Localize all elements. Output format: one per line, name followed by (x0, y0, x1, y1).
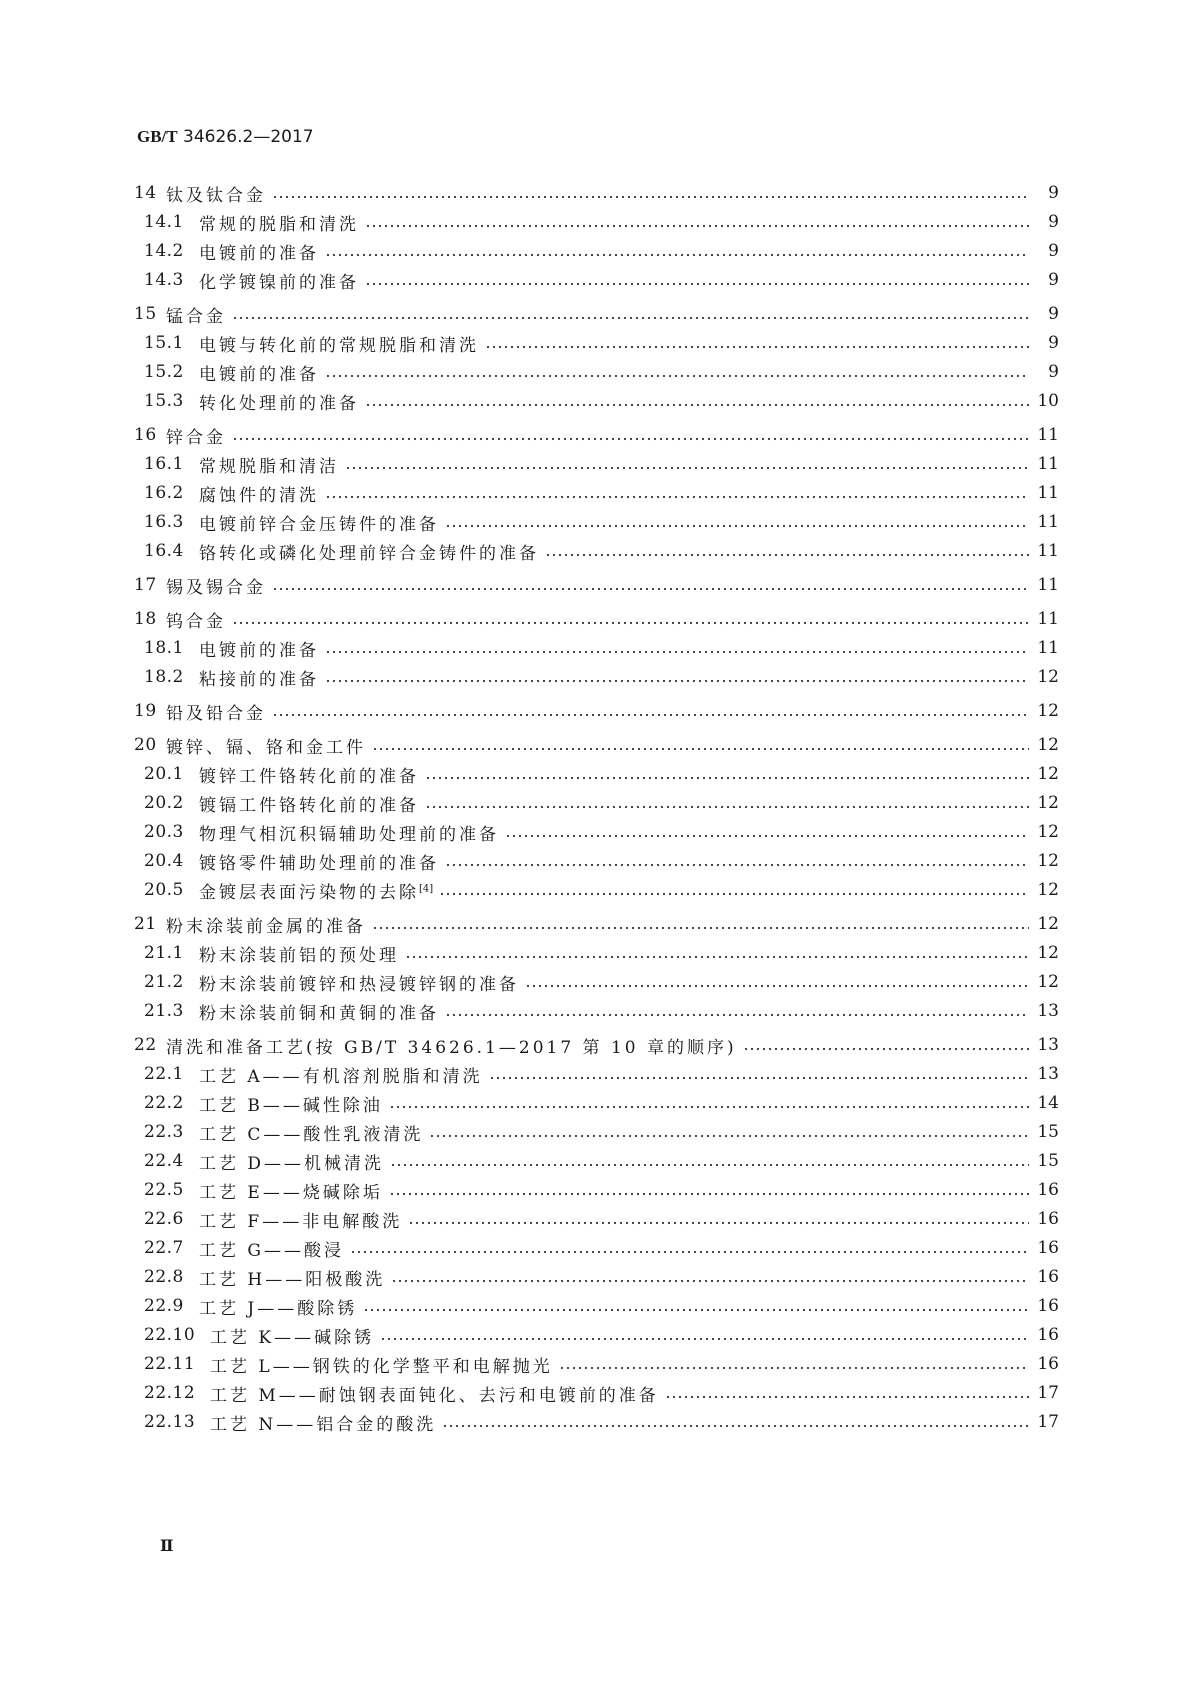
toc-entry-page: 15 (1037, 1151, 1059, 1171)
toc-entry[interactable] (134, 359, 1059, 385)
dot-leader (365, 267, 1029, 293)
toc-entry-title (199, 239, 319, 264)
toc-entry-title-text: 粉末涂装前镀锌和热浸镀锌钢的准备 (199, 974, 519, 995)
dot-leader (345, 451, 1029, 477)
toc-entry-title (210, 1352, 553, 1377)
toc-entry-title-text: 常规的脱脂和清洗 (199, 214, 359, 235)
toc-entry-title-text: 工艺 N——铝合金的酸洗 (210, 1414, 437, 1435)
toc-entry-number: 16.2 (144, 483, 184, 503)
toc-entry-number: 22.1 (144, 1064, 184, 1084)
toc-entry-page: 12 (1037, 880, 1059, 900)
toc-entry-title (199, 1062, 483, 1087)
toc-entry-page: 12 (1037, 764, 1059, 784)
toc-entry-number: 22.4 (144, 1151, 184, 1171)
toc-entry[interactable] (134, 819, 1059, 845)
page-number: Ⅱ (160, 1536, 174, 1555)
toc-entry-title-text: 镀锌、镉、铬和金工件 (166, 737, 366, 758)
toc-entry-title (166, 423, 226, 448)
toc-entry[interactable] (134, 480, 1059, 506)
standard-prefix: GB/T (137, 127, 178, 146)
dot-leader (272, 698, 1029, 724)
toc-entry-title-text: 物理气相沉积镉辅助处理前的准备 (199, 824, 499, 845)
dot-leader (425, 761, 1029, 787)
dot-leader (372, 911, 1029, 937)
dot-leader (405, 940, 1029, 966)
dot-leader (389, 1090, 1029, 1116)
dot-leader (390, 1148, 1029, 1174)
toc-entry-page: 12 (1037, 822, 1059, 842)
toc-entry-page: 16 (1037, 1354, 1059, 1374)
toc-entry-title (166, 302, 226, 327)
toc-entry[interactable] (134, 509, 1059, 535)
toc-entry-page: 13 (1037, 1064, 1059, 1084)
toc-entry-number: 16 (134, 425, 157, 445)
toc-entry-number: 14.3 (144, 270, 184, 290)
toc-entry-number: 22.12 (144, 1383, 196, 1403)
toc-entry-title (199, 1236, 344, 1261)
toc-entry-title-text: 工艺 A——有机溶剂脱脂和清洗 (199, 1066, 483, 1087)
toc-entry[interactable] (134, 572, 1059, 598)
toc-entry-title-text: 铅及铅合金 (166, 703, 266, 724)
dot-leader (325, 664, 1029, 690)
toc-entry-title-text: 腐蚀件的清洗 (199, 485, 319, 506)
toc-entry-number: 16.4 (144, 541, 184, 561)
toc-entry-title-text: 清洗和准备工艺(按 GB/T 34626.1—2017 第 10 章的顺序) (166, 1037, 737, 1058)
toc-entry-title-text: 化学镀镍前的准备 (199, 272, 359, 293)
dot-leader (408, 1206, 1029, 1232)
toc-entry[interactable] (134, 635, 1059, 661)
toc-entry-page: 9 (1048, 270, 1059, 290)
toc-entry[interactable] (134, 761, 1059, 787)
toc-entry-number: 22 (134, 1035, 157, 1055)
dot-leader (372, 732, 1029, 758)
toc-entry-page: 16 (1037, 1325, 1059, 1345)
toc-entry[interactable] (134, 330, 1059, 356)
toc-entry[interactable] (134, 1177, 1059, 1203)
toc-entry-title-text: 粉末涂装前金属的准备 (166, 916, 366, 937)
toc-entry-title (199, 1120, 423, 1145)
toc-entry-title-text: 粉末涂装前铝的预处理 (199, 945, 399, 966)
dot-leader (665, 1380, 1029, 1406)
toc-entry-title-text: 工艺 B——碱性除油 (199, 1095, 383, 1116)
toc-entry-number: 21.2 (144, 972, 184, 992)
toc-entry-title (166, 699, 266, 724)
toc-entry-number: 21.1 (144, 943, 184, 963)
toc-entry-page: 17 (1037, 1412, 1059, 1432)
toc-entry[interactable] (134, 1264, 1059, 1290)
toc-entry-number: 22.10 (144, 1325, 196, 1345)
dot-leader (389, 1177, 1029, 1203)
toc-entry-page: 12 (1037, 914, 1059, 934)
toc-entry-title-text: 工艺 L——钢铁的化学整平和电解抛光 (210, 1356, 553, 1377)
toc-entry-title (199, 268, 359, 293)
toc-entry[interactable] (134, 1351, 1059, 1377)
toc-entry[interactable] (134, 606, 1059, 632)
toc-entry-page: 13 (1037, 1035, 1059, 1055)
toc-entry-title (199, 1207, 402, 1232)
toc-entry[interactable] (134, 732, 1059, 758)
toc-entry[interactable] (134, 180, 1059, 206)
toc-entry-title-text: 镀镉工件铬转化前的准备 (199, 795, 419, 816)
dot-leader (272, 572, 1029, 598)
toc-entry-page: 9 (1048, 183, 1059, 203)
toc-entry-page: 12 (1037, 793, 1059, 813)
toc-entry-number: 16.1 (144, 454, 184, 474)
toc-entry-title-text: 工艺 F——非电解酸洗 (199, 1211, 403, 1232)
toc-entry[interactable] (134, 1032, 1059, 1058)
toc-entry-title-text: 电镀前的准备 (199, 243, 319, 264)
dot-leader (439, 877, 1029, 903)
toc-entry-title (199, 452, 339, 477)
toc-entry-title-text: 镀锌工件铬转化前的准备 (199, 766, 419, 787)
toc-entry-page: 9 (1048, 333, 1059, 353)
toc-entry-number: 22.5 (144, 1180, 184, 1200)
toc-entry-title-text: 粉末涂装前铜和黄铜的准备 (199, 1003, 439, 1024)
toc-entry-page: 13 (1037, 1001, 1059, 1021)
toc-entry-title-text: 工艺 E——烧碱除垢 (199, 1182, 383, 1203)
toc-entry[interactable] (134, 940, 1059, 966)
toc-entry-title (166, 607, 226, 632)
document-code (137, 127, 314, 147)
toc-entry-number: 20.1 (144, 764, 184, 784)
toc-entry-page: 14 (1037, 1093, 1059, 1113)
dot-leader (365, 388, 1029, 414)
dot-leader (489, 1061, 1029, 1087)
dot-leader (545, 538, 1029, 564)
toc-entry[interactable] (134, 1235, 1059, 1261)
toc-entry-page: 11 (1037, 575, 1059, 595)
toc-entry-number: 20.4 (144, 851, 184, 871)
dot-leader (365, 209, 1029, 235)
toc-entry-title (199, 389, 359, 414)
toc-entry-page: 12 (1037, 851, 1059, 871)
dot-leader (425, 790, 1029, 816)
toc-entry-number: 19 (134, 701, 157, 721)
toc-entry-title (199, 1265, 385, 1290)
toc-entry-title-text: 常规脱脂和清洁 (199, 456, 339, 477)
toc-entry-title (199, 1294, 357, 1319)
toc-entry-number: 14 (134, 183, 157, 203)
toc-entry-number: 22.6 (144, 1209, 184, 1229)
toc-entry-number: 21.3 (144, 1001, 184, 1021)
toc-entry[interactable] (134, 538, 1059, 564)
toc-entry[interactable] (134, 1148, 1059, 1174)
toc-entry-title-text: 工艺 J——酸除锈 (199, 1298, 358, 1319)
toc-entry[interactable] (134, 848, 1059, 874)
toc-entry-title (166, 181, 266, 206)
toc-entry-title (199, 999, 439, 1024)
toc-entry-title-text: 工艺 M——耐蚀钢表面钝化、去污和电镀前的准备 (210, 1385, 659, 1406)
toc-entry-page: 12 (1037, 701, 1059, 721)
toc-entry-title (166, 1033, 737, 1058)
toc-entry[interactable] (134, 1380, 1059, 1406)
toc-entry-page: 16 (1037, 1296, 1059, 1316)
toc-entry-title-text: 钛及钛合金 (166, 185, 266, 206)
toc-entry-page: 16 (1037, 1267, 1059, 1287)
toc-entry-number: 15.2 (144, 362, 184, 382)
toc-entry[interactable] (134, 911, 1059, 937)
toc-entry-page: 11 (1037, 541, 1059, 561)
toc-entry[interactable] (134, 209, 1059, 235)
dot-leader (363, 1293, 1029, 1319)
toc-entry[interactable] (134, 969, 1059, 995)
toc-entry-number: 16.3 (144, 512, 184, 532)
toc-entry-title (199, 1091, 383, 1116)
toc-entry-number: 22.13 (144, 1412, 196, 1432)
toc-entry-title-text: 电镀前锌合金压铸件的准备 (199, 514, 439, 535)
dot-leader (350, 1235, 1029, 1261)
toc-entry-page: 16 (1037, 1238, 1059, 1258)
toc-entry-title (199, 878, 433, 903)
dot-leader (272, 180, 1029, 206)
toc-entry-number: 18.1 (144, 638, 184, 658)
toc-entry-page: 9 (1048, 241, 1059, 261)
toc-entry[interactable] (134, 698, 1059, 724)
dot-leader (380, 1322, 1029, 1348)
toc-entry-title-text: 铬转化或磷化处理前锌合金铸件的准备 (199, 543, 539, 564)
toc-entry[interactable] (134, 422, 1059, 448)
dot-leader (391, 1264, 1029, 1290)
toc-entry-page: 9 (1048, 304, 1059, 324)
toc-entry-title-text: 锡及锡合金 (166, 577, 266, 598)
dot-leader (485, 330, 1029, 356)
toc-entry-page: 10 (1037, 391, 1059, 411)
toc-entry-number: 20 (134, 735, 157, 755)
toc-entry[interactable] (134, 877, 1059, 903)
toc-entry-page: 9 (1048, 212, 1059, 232)
toc-entry-title (166, 733, 366, 758)
toc-entry-title-text: 电镀前的准备 (199, 640, 319, 661)
toc-entry-number: 22.2 (144, 1093, 184, 1113)
reference-superscript: [4] (419, 882, 434, 894)
standard-number: 34626.2—2017 (177, 127, 314, 147)
toc-entry-number: 15.3 (144, 391, 184, 411)
dot-leader (559, 1351, 1029, 1377)
toc-entry-title (199, 636, 319, 661)
dot-leader (442, 1409, 1029, 1435)
toc-entry[interactable] (134, 1119, 1059, 1145)
toc-entry-title (199, 849, 439, 874)
dot-leader (232, 606, 1029, 632)
toc-entry[interactable] (134, 388, 1059, 414)
dot-leader (232, 422, 1029, 448)
toc-entry-number: 17 (134, 575, 157, 595)
toc-entry-title (199, 539, 539, 564)
toc-entry-title (199, 665, 319, 690)
toc-entry-page: 11 (1037, 425, 1059, 445)
toc-entry[interactable] (134, 664, 1059, 690)
toc-entry-title (199, 791, 419, 816)
toc-entry-title-text: 钨合金 (166, 611, 226, 632)
toc-entry-number: 18 (134, 609, 157, 629)
toc-entry-number: 21 (134, 914, 157, 934)
toc-entry[interactable] (134, 1090, 1059, 1116)
toc-entry-number: 20.3 (144, 822, 184, 842)
toc-entry-title-text: 工艺 G——酸浸 (199, 1240, 344, 1261)
toc-entry[interactable] (134, 238, 1059, 264)
toc-entry-title (199, 820, 499, 845)
toc-entry-title-text: 锰合金 (166, 306, 226, 327)
toc-entry[interactable] (134, 301, 1059, 327)
toc-entry-title-text: 转化处理前的准备 (199, 393, 359, 414)
dot-leader (525, 969, 1029, 995)
toc-entry-title-text: 工艺 K——碱除锈 (210, 1327, 375, 1348)
toc-entry-number: 20.5 (144, 880, 184, 900)
toc-entry-page: 12 (1037, 943, 1059, 963)
toc-entry-title (199, 1149, 384, 1174)
dot-leader (232, 301, 1029, 327)
toc-entry[interactable] (134, 1206, 1059, 1232)
toc-entry-title (199, 510, 439, 535)
toc-entry-title (166, 573, 266, 598)
toc-entry-title (199, 360, 319, 385)
dot-leader (505, 819, 1029, 845)
toc-entry-title (199, 1178, 383, 1203)
toc-entry-title-text: 电镀前的准备 (199, 364, 319, 385)
toc-entry-page: 12 (1037, 735, 1059, 755)
toc-entry[interactable] (134, 998, 1059, 1024)
toc-entry-number: 20.2 (144, 793, 184, 813)
dot-leader (325, 480, 1029, 506)
toc-entry-title-text: 粘接前的准备 (199, 669, 319, 690)
toc-entry-number: 22.7 (144, 1238, 184, 1258)
dot-leader (325, 359, 1029, 385)
toc-entry[interactable] (134, 1293, 1059, 1319)
toc-entry-title (199, 481, 319, 506)
dot-leader (445, 509, 1029, 535)
toc-entry[interactable] (134, 1409, 1059, 1435)
toc-entry-number: 22.8 (144, 1267, 184, 1287)
toc-entry-title-text: 金镀层表面污染物的去除 (199, 882, 419, 903)
toc-entry-page: 11 (1037, 609, 1059, 629)
toc-entry-page: 17 (1037, 1383, 1059, 1403)
dot-leader (325, 238, 1029, 264)
toc-entry-number: 22.9 (144, 1296, 184, 1316)
toc-entry[interactable] (134, 790, 1059, 816)
toc-entry-page: 12 (1037, 972, 1059, 992)
dot-leader (325, 635, 1029, 661)
toc-entry-title (199, 970, 519, 995)
toc-entry-number: 15.1 (144, 333, 184, 353)
dot-leader (445, 998, 1029, 1024)
toc-entry-page: 12 (1037, 667, 1059, 687)
toc-entry-title (199, 941, 399, 966)
toc-entry-title-text: 镀铬零件辅助处理前的准备 (199, 853, 439, 874)
toc-entry-page: 11 (1037, 483, 1059, 503)
toc-entry-title (166, 912, 366, 937)
toc-entry-page: 15 (1037, 1122, 1059, 1142)
toc-entry-number: 14.2 (144, 241, 184, 261)
toc-entry-title (199, 331, 479, 356)
toc-entry-title-text: 电镀与转化前的常规脱脂和清洗 (199, 335, 479, 356)
toc-entry-title-text: 工艺 D——机械清洗 (199, 1153, 385, 1174)
toc-entry-title (199, 210, 359, 235)
toc-entry-page: 11 (1037, 512, 1059, 532)
toc-entry-page: 11 (1037, 638, 1059, 658)
toc-entry-number: 18.2 (144, 667, 184, 687)
toc-entry[interactable] (134, 1061, 1059, 1087)
dot-leader (743, 1032, 1029, 1058)
toc-entry[interactable] (134, 267, 1059, 293)
dot-leader (445, 848, 1029, 874)
toc-entry-number: 14.1 (144, 212, 184, 232)
toc-entry-title (210, 1381, 659, 1406)
toc-entry-number: 22.11 (144, 1354, 196, 1374)
toc-entry-page: 16 (1037, 1180, 1059, 1200)
toc-entry-title-text: 工艺 C——酸性乳液清洗 (199, 1124, 424, 1145)
toc-entry-page: 16 (1037, 1209, 1059, 1229)
toc-entry-title-text: 锌合金 (166, 427, 226, 448)
toc-entry-number: 22.3 (144, 1122, 184, 1142)
toc-entry-page: 11 (1037, 454, 1059, 474)
toc-entry[interactable] (134, 1322, 1059, 1348)
toc-entry-title (210, 1410, 436, 1435)
toc-entry-title (199, 762, 419, 787)
toc-entry-title (210, 1323, 374, 1348)
toc-entry[interactable] (134, 451, 1059, 477)
toc-entry-title-text: 工艺 H——阳极酸洗 (199, 1269, 386, 1290)
dot-leader (429, 1119, 1029, 1145)
toc-entry-number: 15 (134, 304, 157, 324)
toc-entry-page: 9 (1048, 362, 1059, 382)
